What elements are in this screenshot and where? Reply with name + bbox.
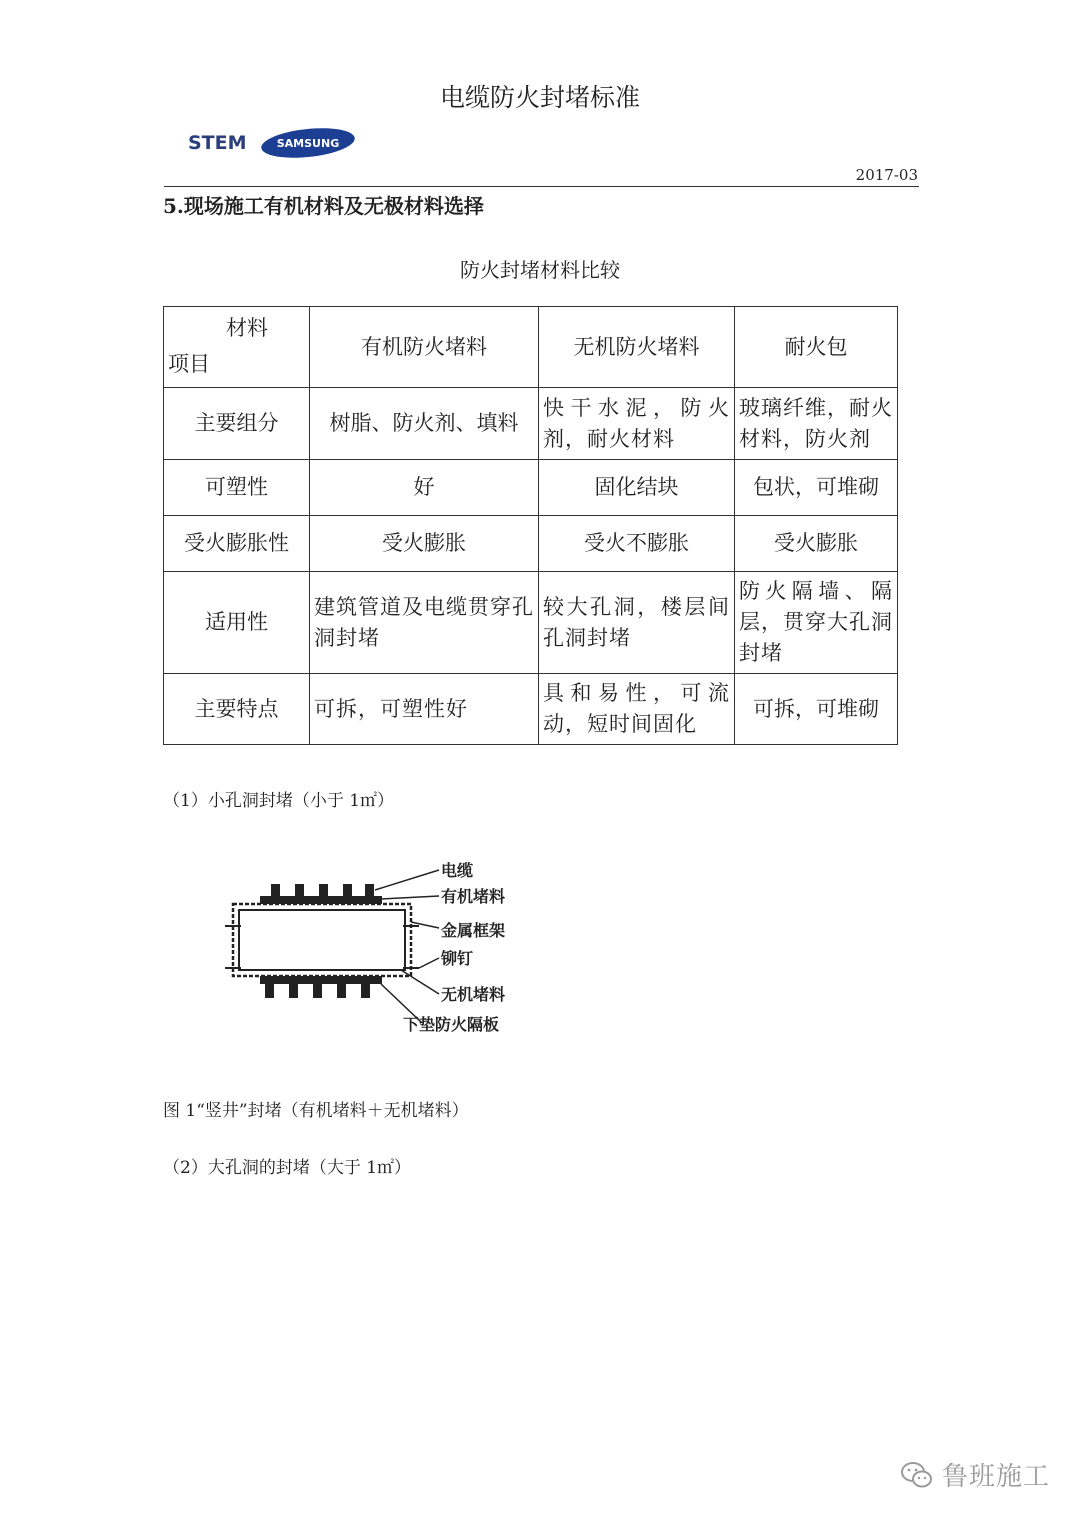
- table-row: [164, 460, 898, 516]
- cable-shape: [337, 982, 346, 998]
- cable-shape: [295, 884, 304, 898]
- row-label: 受火膨胀性: [164, 516, 310, 572]
- table-cell: 快干水泥，防火剂，耐火材料: [539, 388, 735, 460]
- table-cell: 玻璃纤维，耐火材料，防火剂: [735, 388, 898, 460]
- document-date: 2017-03: [855, 166, 918, 184]
- cable-shape: [361, 982, 370, 998]
- corner-item-label: 项目: [168, 352, 210, 376]
- wechat-icon: [900, 1460, 934, 1490]
- table-row: [164, 572, 898, 674]
- label-metal-frame: 金属框架: [441, 921, 506, 940]
- table-cell: 可拆，可堆砌: [735, 674, 898, 745]
- small-hole-note: （1）小孔洞封堵（小于 1㎡）: [163, 791, 395, 811]
- watermark-text: 鲁班施工: [942, 1462, 1051, 1492]
- samsung-logo: [260, 124, 356, 162]
- samsung-logo-text: SAMSUNG: [276, 137, 340, 150]
- stem-logo: STEM: [188, 132, 247, 154]
- leader-line: [381, 896, 439, 899]
- table-cell: 受火膨胀: [310, 516, 539, 572]
- table-cell: 包状，可堆砌: [735, 460, 898, 516]
- header-organic: 有机防火堵料: [310, 307, 539, 388]
- shaft-sealing-figure: [215, 852, 535, 1046]
- table-row: [164, 674, 898, 745]
- row-label: 主要特点: [164, 674, 310, 745]
- label-rivet: 铆钉: [441, 949, 474, 968]
- cable-shape: [313, 982, 322, 998]
- leader-line: [419, 958, 439, 968]
- document-title: 电缆防火封堵标准: [439, 83, 640, 112]
- table-cell: 好: [310, 460, 539, 516]
- header-inorganic: 无机防火堵料: [539, 307, 735, 388]
- logos-graphic: [186, 124, 366, 164]
- material-comparison-table: [163, 306, 898, 745]
- cable-shape: [265, 982, 274, 998]
- watermark: [900, 1456, 1050, 1493]
- label-fire-board: 下垫防火隔板: [403, 1015, 500, 1034]
- organic-seal-shape: [239, 910, 405, 970]
- cable-shape: [365, 884, 374, 898]
- table-row: [164, 388, 898, 460]
- table-cell: 具和易性，可流动，短时间固化: [539, 674, 735, 745]
- table-header-row: [164, 307, 898, 388]
- header-divider: [164, 186, 919, 187]
- shaft-sealing-diagram: [215, 852, 535, 1042]
- row-label: 适用性: [164, 572, 310, 674]
- leader-line: [375, 870, 439, 890]
- label-cable: 电缆: [441, 861, 474, 880]
- table-cell: 受火膨胀: [735, 516, 898, 572]
- row-label: 可塑性: [164, 460, 310, 516]
- cable-shape: [319, 884, 328, 898]
- header-logos: [186, 124, 366, 168]
- table-cell: 较大孔洞，楼层间孔洞封堵: [539, 572, 735, 674]
- table-cell: 可拆，可塑性好: [310, 674, 539, 745]
- table-row: [164, 516, 898, 572]
- large-hole-note: （2）大孔洞的封堵（大于 1㎡）: [163, 1158, 412, 1178]
- table-corner-cell: [164, 307, 310, 388]
- figure-caption: 图 1“竖井”封堵（有机堵料＋无机堵料）: [163, 1101, 469, 1121]
- table-cell: 树脂、防火剂、填料: [310, 388, 539, 460]
- row-label: 主要组分: [164, 388, 310, 460]
- cable-shape: [289, 982, 298, 998]
- corner-material-label: 材料: [226, 316, 268, 340]
- table-cell: 受火不膨胀: [539, 516, 735, 572]
- cable-shape: [343, 884, 352, 898]
- table-cell: 建筑管道及电缆贯穿孔洞封堵: [310, 572, 539, 674]
- section-heading: 5.现场施工有机材料及无极材料选择: [163, 194, 484, 218]
- table-caption: 防火封堵材料比较: [460, 258, 620, 282]
- table-cell: 防火隔墙、隔层，贯穿大孔洞封堵: [735, 572, 898, 674]
- cable-shape: [271, 884, 280, 898]
- leader-line: [401, 970, 439, 994]
- table-cell: 固化结块: [539, 460, 735, 516]
- header-fire-bag: 耐火包: [735, 307, 898, 388]
- label-organic-seal: 有机堵料: [441, 887, 506, 906]
- label-inorganic-seal: 无机堵料: [441, 985, 506, 1004]
